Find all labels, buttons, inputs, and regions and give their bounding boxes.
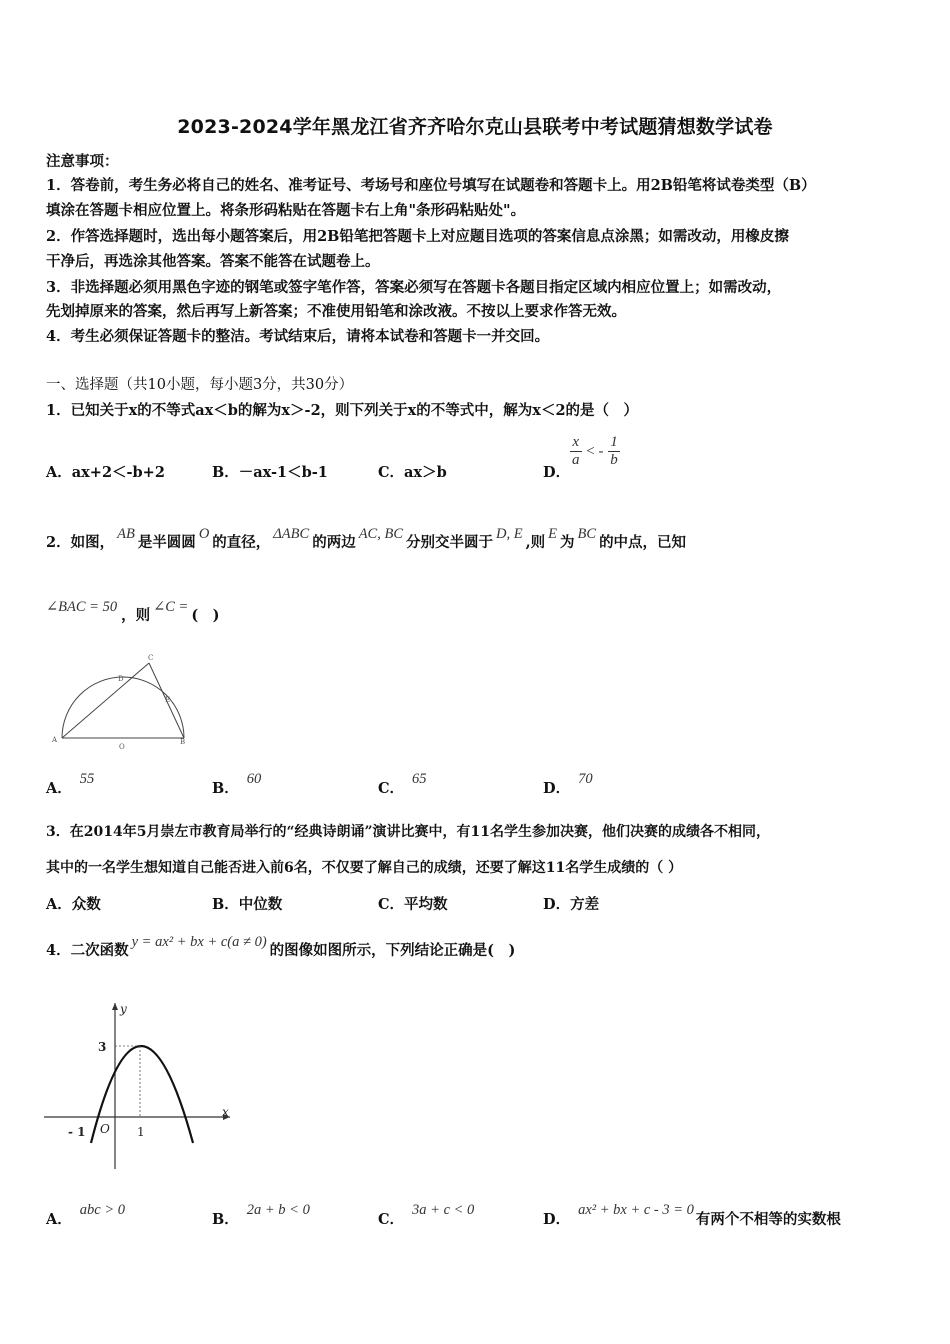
axis-label-x: x	[222, 1105, 229, 1119]
q1-stem: 1．已知关于x的不等式ax＜b的解为x＞-2，则下列关于x的不等式中，解为x＜2的是（ ）	[46, 402, 639, 419]
q2-option-a: A．55	[46, 771, 95, 797]
notice-heading: 注意事项：	[46, 153, 119, 170]
notice-line: 1．答卷前，考生务必将自己的姓名、准考证号、考场号和座位号填写在试题卷和答题卡上。用2B铅笔将试卷类型（B）	[46, 177, 816, 194]
notice-line: 干净后，再选涂其他答案。答案不能答在试题卷上。	[46, 253, 380, 270]
q2-option-d: D．70	[543, 771, 593, 797]
notice-line: 3．非选择题必须用黑色字迹的钢笔或签字笔作答，答案必须写在答题卡各题目指定区域内相应位置上；如需改动，	[46, 279, 782, 296]
q2-stem: 2．如图， AB 是半圆圆 O 的直径， ΔABC 的两边 AC, BC 分别交半圆于 D, E ,则 E 为 BC 的中点，已知	[46, 526, 687, 551]
tick-label-1: 1	[137, 1125, 145, 1139]
fig-label-e: E	[165, 696, 171, 704]
q4-option-c: C．3a + c < 0	[378, 1202, 475, 1228]
q1-option-d-label: D．	[543, 464, 571, 481]
notice-line: 填涂在答题卡相应位置上。将条形码粘贴在答题卡右上角"条形码粘贴处"。	[46, 202, 526, 219]
notice-line: 4．考生必须保证答题卡的整洁。考试结束后，请将本试卷和答题卡一并交回。	[46, 328, 550, 345]
q3-option-c: C．平均数	[378, 896, 448, 913]
tick-label-3: 3	[98, 1040, 107, 1054]
q4-option-d: D．ax² + bx + c - 3 = 0有两个不相等的实数根	[543, 1202, 841, 1228]
notice-line: 2．作答选择题时，选出每小题答案后，用2B铅笔把答题卡上对应题目选项的答案信息点涂黑；如需改动，用橡皮擦	[46, 228, 789, 245]
q2-option-c: C．65	[378, 771, 427, 797]
page-title: 2023-2024学年黑龙江省齐齐哈尔克山县联考中考试题猜想数学试卷	[177, 116, 773, 138]
q2-option-b: B．60	[212, 771, 262, 797]
section-heading: 一、选择题（共10小题，每小题3分，共30分）	[46, 377, 354, 393]
q4-option-b: B．2a + b < 0	[212, 1202, 310, 1228]
semicircle-arc	[62, 677, 184, 738]
parabola-figure	[40, 995, 240, 1175]
q1-option-c: C．ax＞b	[378, 464, 447, 481]
q3-stem-line1: 3．在2014年5月崇左市教育局举行的“经典诗朗诵”演讲比赛中，有11名学生参加决赛，他们决赛的成绩各不相同，	[46, 824, 771, 840]
q1-option-d	[543, 461, 570, 482]
fig-label-b: B	[180, 738, 186, 746]
fig-label-a: A	[52, 736, 58, 744]
tick-label-neg1: - 1	[68, 1125, 86, 1139]
fig-label-c: C	[148, 654, 154, 662]
q1-option-d-expr: $\frac{x}{a}$ < - $\frac{1}{b}$	[572, 434, 618, 468]
q3-option-d: D．方差	[543, 896, 600, 913]
fraction: $\frac{x}{a}$	[572, 434, 580, 468]
fig-label-o: O	[119, 743, 125, 751]
y-axis-arrow	[112, 1003, 118, 1010]
q3-option-b: B．中位数	[212, 896, 283, 913]
q4-stem: 4．二次函数 y = ax² + bx + c(a ≠ 0) 的图像如图所示，下列结论正确是( )	[46, 934, 516, 959]
origin-label: O	[100, 1122, 110, 1136]
fig-label-d: D	[118, 675, 124, 683]
semicircle-figure	[44, 650, 194, 754]
fraction: $\frac{1}{b}$	[610, 434, 618, 468]
q4-option-a: A．abc > 0	[46, 1202, 125, 1228]
q1-option-b: B．－ax-1＜b-1	[212, 464, 328, 481]
axis-label-y: y	[120, 1002, 127, 1016]
q1-option-a: A．ax+2＜-b+2	[46, 464, 165, 481]
q3-stem-line2: 其中的一名学生想知道自己能否进入前6名，不仅要了解自己的成绩，还要了解这11名学生成绩的（ ）	[46, 860, 683, 876]
q3-option-a: A．众数	[46, 896, 101, 913]
q2-stem-cont: ∠BAC = 50 ，则 ∠C = ( )	[46, 599, 220, 624]
notice-line: 先划掉原来的答案，然后再写上新答案；不准使用铅笔和涂改液。不按以上要求作答无效。	[46, 303, 626, 320]
